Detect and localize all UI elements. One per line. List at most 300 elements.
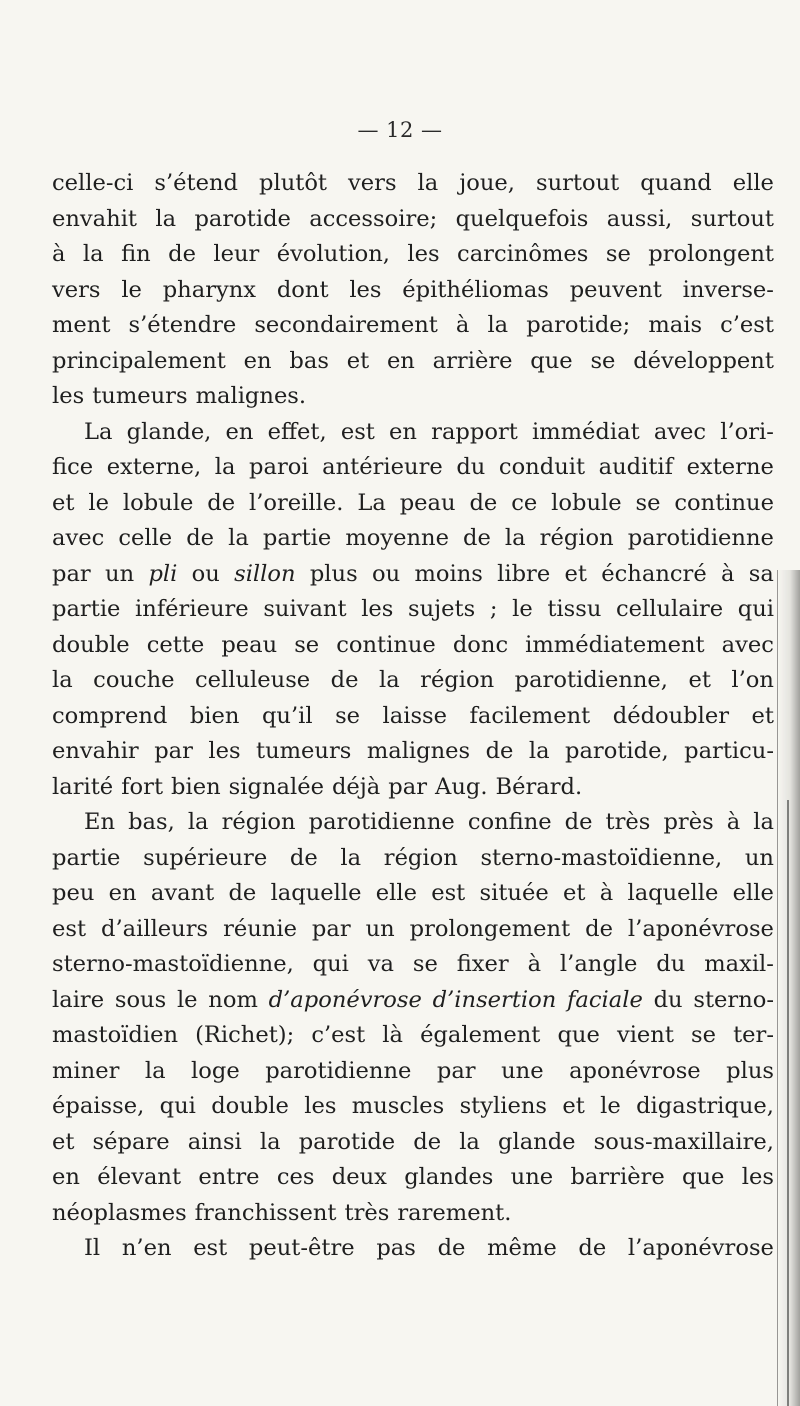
text-word: Aug. <box>435 773 488 800</box>
text-line <box>52 983 774 1019</box>
text-word: se <box>412 951 438 977</box>
text-line <box>52 841 774 877</box>
text-word: confine <box>467 809 552 835</box>
text-word: les <box>304 1093 337 1119</box>
text-word: lobule <box>122 489 194 516</box>
text-word: n’en <box>121 1235 172 1261</box>
text-line <box>52 1125 774 1161</box>
text-word: sterno-mastoïdienne, <box>52 951 294 977</box>
text-word: de <box>186 525 215 551</box>
text-word: région <box>539 525 614 551</box>
text-word: la <box>340 844 362 871</box>
text-word: lobule <box>551 489 622 516</box>
text-word: la <box>228 525 249 551</box>
text-word: paroi <box>249 454 309 480</box>
text-word: les <box>208 738 241 764</box>
text-word: surtout <box>535 170 620 196</box>
text-word: immédiatement <box>525 631 705 658</box>
text-line <box>52 592 774 628</box>
text-word: antérieure <box>322 454 443 480</box>
text-line <box>52 876 774 912</box>
text-word: prolongement <box>409 915 571 942</box>
text-word: plutôt <box>259 170 328 196</box>
text-line <box>52 912 774 948</box>
text-word: elle <box>732 880 774 906</box>
text-word: ce <box>511 489 538 516</box>
text-word: et <box>562 1093 585 1119</box>
text-word: un <box>365 915 395 942</box>
text-word: dédoubler <box>612 702 730 729</box>
text-word: l’ori- <box>720 418 774 445</box>
text-word: et <box>346 347 370 374</box>
text-word: est <box>340 418 375 445</box>
text-word: vient <box>616 1022 674 1048</box>
text-word: (Richet); <box>195 1022 295 1048</box>
text-word: celle <box>118 525 173 551</box>
text-word: la <box>417 170 439 196</box>
text-word: fort <box>121 773 164 800</box>
text-word: partie <box>52 844 121 871</box>
text-word: larité <box>52 773 114 800</box>
text-word: par <box>311 915 351 942</box>
text-word: qu’il <box>261 702 313 729</box>
text-line <box>52 450 774 486</box>
text-line <box>52 805 774 841</box>
text-word: avec <box>721 631 774 658</box>
text-word: deux <box>331 1164 387 1190</box>
text-word: comprend <box>52 702 168 729</box>
text-word: La <box>84 418 113 445</box>
text-word: la <box>52 667 73 693</box>
text-word: principalement <box>52 347 226 374</box>
text-word: qui <box>737 596 774 622</box>
text-word: la <box>187 809 209 835</box>
text-word: arrière <box>432 347 513 374</box>
text-word: que <box>530 347 573 374</box>
text-word: par <box>154 738 193 764</box>
text-line <box>52 202 774 238</box>
text-word: mastoïdien <box>52 1022 179 1048</box>
text-word: de <box>437 1235 466 1261</box>
text-word: La <box>357 489 386 516</box>
text-word: glande, <box>126 418 212 445</box>
text-word: malignes. <box>195 383 307 409</box>
text-word: tissu <box>547 596 602 622</box>
text-word: barrière <box>570 1164 665 1190</box>
text-word: par <box>436 1057 476 1084</box>
text-word: de <box>578 1235 607 1261</box>
text-word: parotidienne, <box>514 667 668 693</box>
text-word: de <box>463 525 491 551</box>
text-word: la <box>528 738 550 764</box>
text-word: celle-ci <box>52 170 134 196</box>
text-word: externe <box>686 454 774 480</box>
text-word: inférieure <box>135 596 249 622</box>
text-word: élevant <box>97 1164 182 1190</box>
text-word: inverse- <box>682 276 774 303</box>
text-word: les <box>52 383 85 409</box>
text-word: externe, <box>106 454 202 480</box>
text-word: échancré <box>601 560 707 587</box>
text-word: le <box>512 596 533 622</box>
text-word: En <box>84 809 116 835</box>
text-word: envahit <box>52 205 138 232</box>
text-word: une <box>501 1057 544 1084</box>
text-word: c’est <box>311 1022 366 1048</box>
text-word: même <box>487 1235 557 1261</box>
text-word: et <box>564 560 587 587</box>
text-line <box>52 344 774 380</box>
text-word: région <box>420 667 495 693</box>
text-word: miner <box>52 1057 120 1084</box>
text-word: et <box>563 880 586 906</box>
text-word: particu- <box>684 738 774 764</box>
text-word: effet, <box>267 418 327 445</box>
text-word: et <box>52 1128 75 1155</box>
text-word: laisse <box>382 702 448 729</box>
text-word: se <box>605 241 631 267</box>
text-word: aponévrose <box>569 1057 701 1084</box>
text-word: le <box>600 1093 621 1119</box>
text-word: immédiat <box>531 418 640 445</box>
text-word: peau <box>399 489 456 516</box>
text-word: à <box>52 241 66 267</box>
text-word: peau <box>221 631 278 658</box>
text-line <box>52 237 774 273</box>
text-word: épaisse, <box>52 1093 145 1119</box>
text-word: Bérard. <box>495 773 583 800</box>
text-word: et <box>751 702 774 729</box>
text-word: elle <box>732 170 774 196</box>
text-word: elle <box>375 880 417 906</box>
text-word: en <box>243 347 272 374</box>
text-word: près <box>663 809 714 835</box>
text-word: partie <box>262 525 332 551</box>
text-word: moyenne <box>345 525 449 551</box>
text-line <box>52 628 774 664</box>
text-line <box>52 1160 774 1196</box>
text-word: est <box>431 880 466 906</box>
text-line <box>52 770 774 806</box>
text-word: s’étendre <box>128 312 237 338</box>
text-word: l’aponévrose <box>627 1235 774 1261</box>
text-word: le <box>88 489 109 516</box>
text-word: moins <box>414 560 483 587</box>
text-word: ; <box>489 596 498 622</box>
text-word: en <box>108 880 137 906</box>
text-word: vers <box>52 276 101 303</box>
binding-edge-line <box>787 800 789 1406</box>
text-word: se <box>294 631 320 658</box>
text-word: plus <box>726 1057 774 1084</box>
text-word: très <box>344 1199 390 1226</box>
text-word: celluleuse <box>195 667 311 693</box>
text-line <box>52 699 774 735</box>
text-word: laquelle <box>270 880 362 906</box>
text-word: l’angle <box>559 951 638 977</box>
text-line <box>52 947 774 983</box>
text-word: un <box>744 844 774 871</box>
text-word: tumeurs <box>92 383 188 409</box>
text-line <box>52 1054 774 1090</box>
text-word: de <box>413 1128 442 1155</box>
text-word: le <box>176 986 198 1013</box>
text-word: aussi, <box>606 205 673 232</box>
text-word: quelquefois <box>455 205 589 232</box>
text-word: sous-maxillaire, <box>593 1128 774 1155</box>
text-word: ter- <box>733 1022 774 1048</box>
text-word: la <box>378 667 400 693</box>
text-word: parotide; <box>526 312 631 338</box>
text-word: de <box>168 241 196 267</box>
text-word: pas <box>376 1235 416 1261</box>
text-word: laire <box>52 986 105 1013</box>
text-word: sillon <box>234 560 296 587</box>
text-word: nom <box>208 986 258 1013</box>
text-word: tumeurs <box>256 738 352 764</box>
text-word: conduit <box>498 454 586 480</box>
text-word: est <box>193 1235 228 1261</box>
text-word: double <box>211 1093 289 1119</box>
text-word: secondairement <box>254 312 438 338</box>
text-word: l’on <box>731 667 774 693</box>
text-line <box>52 557 774 593</box>
text-word: entre <box>198 1164 260 1190</box>
text-word: là <box>382 1022 403 1048</box>
text-word: se <box>635 489 661 516</box>
text-word: sépare <box>92 1128 170 1155</box>
text-word: quand <box>640 170 712 196</box>
text-word: néoplasmes <box>52 1199 187 1226</box>
text-word: muscles <box>351 1093 445 1119</box>
text-word: les <box>741 1164 774 1190</box>
text-word: par <box>52 560 91 587</box>
text-word: couche <box>93 667 175 693</box>
text-word: glandes <box>404 1164 494 1190</box>
text-word: que <box>557 1022 600 1048</box>
text-word: du <box>653 986 683 1013</box>
text-word: mais <box>648 312 703 338</box>
body-text <box>52 166 774 1267</box>
text-word: de <box>207 489 236 516</box>
text-word: à <box>527 951 542 977</box>
text-word: parotide <box>194 205 291 232</box>
text-word: située <box>479 880 549 906</box>
text-line <box>52 379 774 415</box>
text-word: en <box>386 347 415 374</box>
text-word: plus <box>309 560 358 587</box>
text-line <box>52 415 774 451</box>
text-word: que <box>682 1164 725 1190</box>
text-word: accessoire; <box>309 205 438 232</box>
text-word: de <box>485 738 514 764</box>
text-word: se <box>335 702 361 729</box>
text-word: et <box>52 489 75 516</box>
text-line <box>52 273 774 309</box>
text-word: les <box>349 276 382 303</box>
text-word: qui <box>159 1093 196 1119</box>
text-word: signalée <box>228 773 324 800</box>
text-line <box>52 663 774 699</box>
text-word: double <box>52 631 130 658</box>
text-word: bas <box>289 347 329 374</box>
text-word: rapport <box>431 418 518 445</box>
text-word: peuvent <box>569 276 662 303</box>
text-word: du <box>456 454 486 480</box>
text-word: de <box>564 809 593 835</box>
text-line <box>52 1018 774 1054</box>
text-word: d’insertion <box>432 986 557 1013</box>
text-word: surtout <box>690 205 774 232</box>
text-line <box>52 486 774 522</box>
text-word: parotidienne <box>308 809 455 835</box>
text-word: joue, <box>459 170 515 196</box>
text-word: suivant <box>263 596 347 622</box>
text-word: sous <box>114 986 167 1013</box>
text-word: également <box>420 1022 541 1048</box>
text-word: déjà <box>331 773 381 800</box>
text-word: est <box>52 915 87 942</box>
text-word: rarement. <box>397 1199 512 1226</box>
text-word: pli <box>148 560 178 587</box>
text-word: sterno- <box>693 986 774 1013</box>
text-word: la <box>753 809 774 835</box>
text-word: dont <box>276 276 329 303</box>
text-word: digastrique, <box>636 1093 774 1119</box>
text-word: fin <box>121 241 151 267</box>
text-word: à <box>455 312 470 338</box>
text-word: ces <box>276 1164 315 1190</box>
text-word: envahir <box>52 738 139 764</box>
text-word: région <box>221 809 296 835</box>
text-word: ment <box>52 312 111 338</box>
text-word: l’aponévrose <box>627 915 774 942</box>
text-word: peut-être <box>248 1235 355 1261</box>
text-word: région <box>383 844 458 871</box>
text-word: se <box>691 1022 716 1048</box>
text-word: parotide, <box>565 738 669 764</box>
text-word: en <box>225 418 254 445</box>
text-line <box>52 308 774 344</box>
text-word: la <box>155 205 177 232</box>
text-word: de <box>330 667 359 693</box>
text-word: libre <box>497 560 551 587</box>
text-line <box>52 166 774 202</box>
page-number: — 12 — <box>357 118 443 142</box>
text-word: parotidienne <box>265 1057 412 1084</box>
text-word: la <box>214 454 236 480</box>
text-word: loge <box>191 1057 240 1084</box>
text-word: sujets <box>408 596 476 622</box>
text-word: parotidienne <box>627 525 774 551</box>
text-word: fice <box>52 454 94 480</box>
text-word: très <box>605 809 651 835</box>
text-word: Il <box>84 1235 101 1261</box>
text-word: va <box>367 951 394 977</box>
text-word: malignes <box>366 738 471 764</box>
text-word: se <box>590 347 616 374</box>
text-word: bas, <box>128 809 175 835</box>
text-word: le <box>121 276 142 303</box>
text-word: facilement <box>469 702 591 729</box>
text-word: à <box>599 880 614 906</box>
text-word: franchissent <box>194 1199 337 1226</box>
text-word: avec <box>653 418 707 445</box>
text-word: épithéliomas <box>402 276 549 303</box>
text-word: de <box>289 844 318 871</box>
text-word: de <box>228 880 257 906</box>
text-word: fixer <box>456 951 509 977</box>
text-word: les <box>361 596 394 622</box>
text-word: d’aponévrose <box>268 986 422 1013</box>
text-line <box>52 734 774 770</box>
text-word: développent <box>633 347 774 374</box>
text-word: continue <box>674 489 774 516</box>
text-word: s’étend <box>154 170 238 196</box>
text-word: carcinômes <box>457 241 589 267</box>
text-word: pharynx <box>162 276 257 303</box>
text-word: prolongent <box>648 241 774 267</box>
text-word: en <box>52 1164 80 1190</box>
text-word: en <box>389 418 417 445</box>
text-word: peu <box>52 880 95 906</box>
text-word: évolution, <box>276 241 390 267</box>
text-word: faciale <box>567 986 643 1013</box>
text-word: par <box>388 773 427 800</box>
text-line <box>52 1089 774 1125</box>
text-word: et <box>688 667 711 693</box>
text-word: laquelle <box>627 880 719 906</box>
text-word: glande <box>498 1128 576 1155</box>
text-line <box>52 1196 774 1232</box>
text-word: ainsi <box>187 1128 242 1155</box>
text-word: bien <box>189 702 240 729</box>
text-word: bien <box>171 773 221 800</box>
text-word: réunie <box>223 915 297 942</box>
text-word: vers <box>348 170 397 196</box>
text-word: du <box>656 951 686 977</box>
text-line <box>52 1231 774 1267</box>
text-word: à <box>721 560 735 587</box>
text-word: sa <box>748 560 774 587</box>
text-word: la <box>459 1128 480 1155</box>
text-word: ou <box>191 560 220 587</box>
text-word: cette <box>146 631 205 658</box>
text-word: avec <box>52 525 105 551</box>
text-word: qui <box>312 951 349 977</box>
text-word: sterno-mastoïdienne, <box>480 844 723 871</box>
text-word: l’oreille. <box>248 489 344 516</box>
text-word: supérieure <box>143 844 268 871</box>
text-word: leur <box>213 241 260 267</box>
text-word: auditif <box>598 454 674 480</box>
text-word: la <box>487 312 509 338</box>
text-word: styliens <box>459 1093 547 1119</box>
text-word: avant <box>150 880 215 906</box>
text-word: les <box>407 241 440 267</box>
text-word: donc <box>452 631 509 658</box>
text-word: continue <box>336 631 436 658</box>
text-word: la <box>144 1057 166 1084</box>
text-word: c’est <box>720 312 774 338</box>
text-word: partie <box>52 596 121 622</box>
text-word: d’ailleurs <box>101 915 209 942</box>
text-line <box>52 521 774 557</box>
text-word: à <box>726 809 741 835</box>
text-word: la <box>504 525 526 551</box>
text-word: parotide <box>298 1128 396 1155</box>
text-word: la <box>259 1128 281 1155</box>
